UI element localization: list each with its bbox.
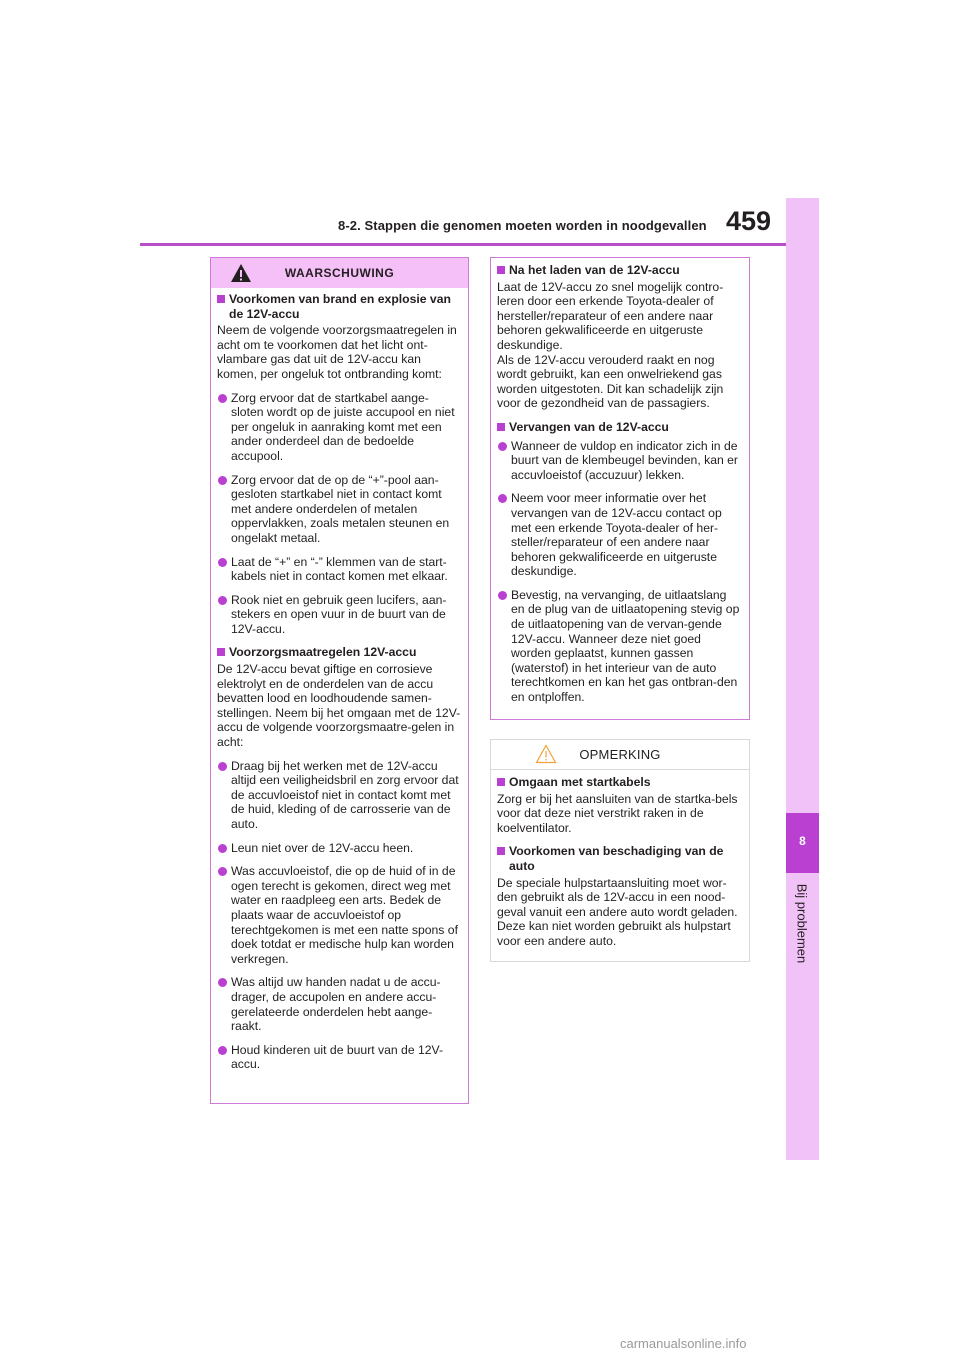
chapter-number: 8 xyxy=(799,834,806,848)
section-heading: Omgaan met startkabels xyxy=(497,775,742,790)
list-item: Houd kinderen uit de buurt van de 12V-accu. xyxy=(217,1043,461,1072)
watermark: carmanualsonline.info xyxy=(620,1336,747,1351)
section-heading: Voorkomen van brand en explosie van de 12V-accu xyxy=(217,292,461,321)
list-item: Zorg ervoor dat de startkabel aange-sloten wordt op de juiste accupool en niet per ongeluk in aanraking komt met een ander onderdeel dan de bedoelde accupool. xyxy=(217,391,461,464)
warning-box xyxy=(210,257,469,1104)
warning-continuation-box xyxy=(490,257,750,720)
warning-triangle-icon xyxy=(230,263,252,283)
round-bullet-icon xyxy=(218,762,227,771)
round-bullet-icon xyxy=(218,978,227,987)
section-text: Zorg er bij het aansluiten van de startka-bels voor dat deze niet verstrikt raken in de koelventilator. xyxy=(497,791,738,835)
header-rule xyxy=(140,243,786,246)
list-item: Bevestig, na vervanging, de uitlaatslang en de plug van de uitlaatopening stevig op de uitlaatopening van de vervan-gende 12V-accu. Wanneer deze niet goed worden geplaatst, kunnen gassen (waterstof) in het interieur van de auto terechtkomen en kan het gas ontbran-den en ontploffen. xyxy=(497,588,742,705)
square-bullet-icon xyxy=(497,423,505,431)
section-heading: Voorkomen van beschadiging van de auto xyxy=(497,844,742,873)
square-bullet-icon xyxy=(497,847,505,855)
list-item: Laat de “+” en “-” klemmen van de start-kabels niet in contact komen met elkaar. xyxy=(217,555,461,584)
section-heading: Vervangen van de 12V-accu xyxy=(497,420,742,435)
note-box-header xyxy=(491,740,749,770)
round-bullet-icon xyxy=(218,867,227,876)
warning-box-title: WAARSCHUWING xyxy=(284,266,395,280)
round-bullet-icon xyxy=(498,442,507,451)
note-box xyxy=(490,739,750,962)
section-text: Laat de 12V-accu zo snel mogelijk contro-leren door een erkende Toyota-dealer of hersteller/reparateur of een andere naar behoren gekwalificeerde en uitgeruste deskundige. Als de 12V-accu verouderd raakt en nog wordt gebruikt, kan een onwelriekend gas worden uitgestoten. Dit kan schadelijk zijn voor de gezondheid van de passagiers. xyxy=(497,279,724,411)
square-bullet-icon xyxy=(497,778,505,786)
warning-box-body xyxy=(211,288,468,1072)
note-box-title: OPMERKING xyxy=(579,747,661,762)
list-item: Was accuvloeistof, die op de huid of in de ogen terecht is gekomen, direct weg met water en raadpleeg een arts. Bedek de plaats waar de accuvloeistof op terechtgekomen is met een natte spons of doek totdat er medische hulp kan worden verkregen. xyxy=(217,864,461,966)
page-number: 459 xyxy=(726,206,772,236)
square-bullet-icon xyxy=(217,648,225,656)
round-bullet-icon xyxy=(218,558,227,567)
round-bullet-icon xyxy=(218,844,227,853)
chapter-label: Bij problemen xyxy=(794,883,810,964)
section-text: De speciale hulpstartaansluiting moet wor-den gebruikt als de 12V-accu in een nood-geval vanuit een andere auto wordt geladen. Deze kan niet worden gebruikt als hulpstart voor een andere auto. xyxy=(497,875,738,948)
square-bullet-icon xyxy=(217,295,225,303)
list-item: Rook niet en gebruik geen lucifers, aan-stekers en open vuur in de buurt van de 12V-accu. xyxy=(217,593,461,637)
list-item: Wanneer de vuldop en indicator zich in de buurt van de klembeugel bevinden, kan er accuvloeistof (accuzuur) lekken. xyxy=(497,439,742,483)
round-bullet-icon xyxy=(218,1046,227,1055)
section-heading: Voorzorgsmaatregelen 12V-accu xyxy=(217,645,461,660)
section-heading: Na het laden van de 12V-accu xyxy=(497,263,742,278)
round-bullet-icon xyxy=(498,494,507,503)
chapter-side-tab xyxy=(786,198,819,1160)
section-text: De 12V-accu bevat giftige en corrosieve elektrolyt en de onderdelen van de accu bevatten lood en loodhoudende samen-stellingen. Neem bij het omgaan met de 12V-accu de volgende voorzorgsmaatre-gelen in acht: xyxy=(217,662,461,750)
list-item: Neem voor meer informatie over het vervangen van de 12V-accu contact op met een erkende Toyota-dealer of her-steller/reparateur of een andere naar behoren gekwalificeerde en uitgeruste deskundige. xyxy=(497,491,742,579)
list-item: Was altijd uw handen nadat u de accu-drager, de accupolen en andere accu-gerelateerde onderdelen hebt aange-raakt. xyxy=(217,975,461,1033)
section-title: 8-2. Stappen die genomen moeten worden in noodgevallen xyxy=(338,218,707,233)
caution-triangle-icon xyxy=(535,744,557,764)
note-box-body xyxy=(491,770,749,949)
round-bullet-icon xyxy=(218,476,227,485)
square-bullet-icon xyxy=(497,266,505,274)
list-item: Draag bij het werken met de 12V-accu altijd een veiligheidsbril en zorg ervoor dat de accuvloeistof niet in contact komt met de huid, kleding of de carrosserie van de auto. xyxy=(217,759,461,832)
list-item: Leun niet over de 12V-accu heen. xyxy=(217,841,461,856)
section-text: Neem de volgende voorzorgsmaatregelen in acht om te voorkomen dat het licht ont-vlambare gas dat uit de 12V-accu kan komen, per ongeluk tot ontbranding komt: xyxy=(217,323,457,381)
warning-box-header xyxy=(211,258,468,288)
round-bullet-icon xyxy=(218,596,227,605)
continuation-box-body xyxy=(491,258,749,705)
list-item: Zorg ervoor dat de op de “+”-pool aan-gesloten startkabel niet in contact komt met andere onderdelen of metalen oppervlakken, zoals metalen steunen en ongelakt metaal. xyxy=(217,473,461,546)
round-bullet-icon xyxy=(218,394,227,403)
round-bullet-icon xyxy=(498,591,507,600)
